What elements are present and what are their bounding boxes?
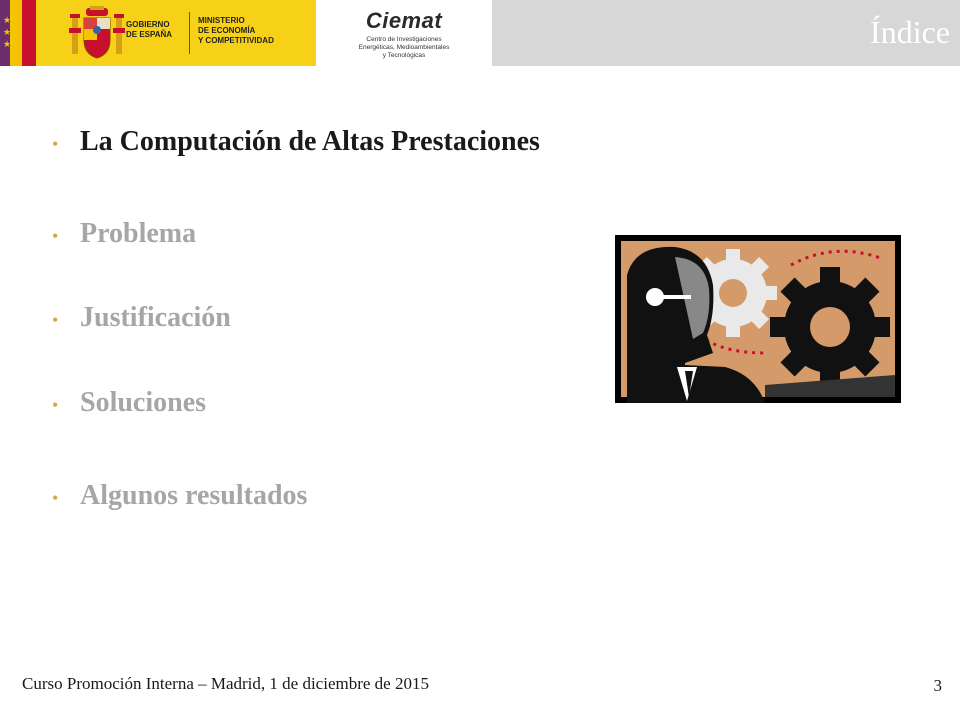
gov-line: DE ESPAÑA — [126, 30, 173, 39]
header-divider — [189, 12, 190, 54]
bullet-marker-icon: • — [52, 310, 59, 330]
ministry-line: DE ECONOMÍA — [198, 26, 256, 35]
government-name — [126, 20, 172, 40]
ciemat-logo: Ciemat — [365, 8, 443, 33]
spain-coat-of-arms-icon — [66, 6, 128, 60]
person-with-gears-icon — [615, 235, 901, 403]
ciemat-subtitle — [316, 36, 492, 60]
bullet-marker-icon: • — [52, 395, 59, 415]
ciemat-line: y Tecnológicas — [382, 52, 426, 59]
ciemat-line: Energéticas, Medioambientales — [358, 44, 450, 51]
header-banner — [0, 0, 960, 66]
bullet-marker-icon: • — [52, 226, 59, 246]
bullet-text: Soluciones — [80, 387, 207, 418]
ministry-line: Y COMPETITIVIDAD — [198, 36, 274, 45]
page-number: 3 — [933, 676, 942, 695]
ciemat-line: Centro de Investigaciones — [366, 36, 442, 43]
ministry-name — [198, 16, 274, 46]
bullet-text: Justificación — [80, 302, 231, 333]
footer-text: Curso Promoción Interna – Madrid, 1 de diciembre de 2015 — [22, 674, 429, 693]
eu-stars-icon: ★ ★ ★ — [2, 15, 12, 49]
government-logo-block — [36, 0, 316, 66]
ciemat-logo-block — [316, 0, 492, 66]
bullet-text: Algunos resultados — [80, 480, 308, 511]
flag-stripe-red — [22, 0, 36, 66]
gov-line: GOBIERNO — [126, 20, 170, 29]
bullet-marker-icon: • — [52, 134, 59, 154]
ministry-line: MINISTERIO — [198, 16, 245, 25]
bullet-text: Problema — [80, 218, 197, 249]
slide-title: Índice — [870, 14, 950, 50]
bullet-marker-icon: • — [52, 488, 59, 508]
bullet-text: La Computación de Altas Prestaciones — [80, 126, 540, 157]
